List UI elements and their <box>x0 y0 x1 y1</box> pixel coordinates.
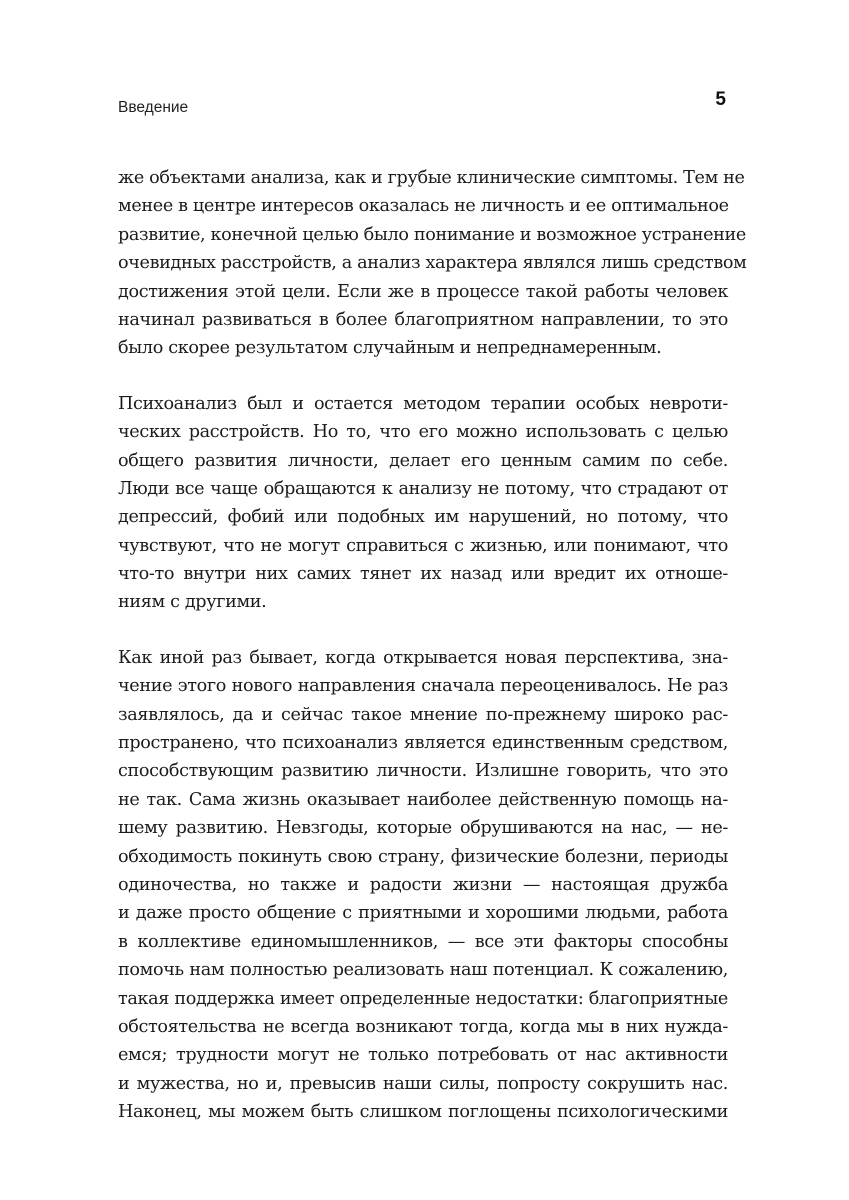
text-line: общего развития личности, делает его ценным самим по себе. <box>118 450 728 471</box>
text-line: начинал развиваться в более благоприятном направлении, то это <box>118 309 728 330</box>
text-line: и мужества, но и, превысив наши силы, попросту сокрушить нас. <box>118 1073 728 1094</box>
text-line: что-то внутри них самих тянет их назад или вредит их отноше- <box>118 564 728 585</box>
paragraph <box>118 644 728 1127</box>
paragraph-gap <box>118 363 728 390</box>
text-line: менее в центре интересов оказалась не личность и ее оптимальное <box>118 196 729 217</box>
text-line: заявлялось, да и сейчас такое мнение по-прежнему широко рас- <box>118 704 728 725</box>
page-number: 5 <box>715 89 726 110</box>
text-line: очевидных расстройств, а анализ характера являлся лишь средством <box>118 253 747 274</box>
text-line: Психоанализ был и остается методом терапии особых невроти- <box>118 393 728 414</box>
paragraph <box>118 390 728 617</box>
paragraph <box>118 164 747 363</box>
text-line: чувствуют, что не могут справиться с жизнью, или понимают, что <box>118 535 728 556</box>
running-head: Введение <box>118 99 189 116</box>
text-line: емся; трудности могут не только потребовать от нас активности <box>118 1045 728 1066</box>
text-line: помочь нам полностью реализовать наш потенциал. К сожалению, <box>118 960 728 981</box>
text-line: же объектами анализа, как и грубые клинические симптомы. Тем не <box>118 168 745 188</box>
text-line: депрессий, фобий или подобных им нарушений, но потому, что <box>118 507 728 528</box>
text-line: было скорее результатом случайным и непреднамеренным. <box>118 338 662 359</box>
text-line: развитие, конечной целью было понимание и возможное устранение <box>118 224 746 245</box>
body-text <box>118 164 747 1127</box>
text-line: Люди все чаще обращаются к анализу не потому, что страдают от <box>118 478 728 499</box>
text-line: такая поддержка имеет определенные недостатки: благоприятные <box>118 988 728 1009</box>
text-line: способствующим развитию личности. Излишне говорить, что это <box>118 761 728 782</box>
paragraph-gap <box>118 617 728 644</box>
text-line: одиночества, но также и радости жизни — настоящая дружба <box>118 874 728 895</box>
text-line: обстоятельства не всегда возникают тогда, когда мы в них нужда- <box>118 1016 728 1037</box>
text-line: пространено, что психоанализ является единственным средством, <box>118 733 728 754</box>
text-line: обходимость покинуть свою страну, физические болезни, периоды <box>118 846 728 867</box>
text-line: ческих расстройств. Но то, что его можно использовать с целью <box>118 422 728 443</box>
text-line: в коллективе единомышленников, — все эти факторы способны <box>118 931 728 952</box>
text-line: достижения этой цели. Если же в процессе такой работы человек <box>118 281 728 302</box>
text-line: чение этого нового направления сначала переоценивалось. Не раз <box>118 676 728 697</box>
text-line: Как иной раз бывает, когда открывается новая перспектива, зна- <box>118 647 728 668</box>
text-line: и даже просто общение с приятными и хорошими людьми, работа <box>118 903 728 924</box>
text-line: шему развитию. Невзгоды, которые обрушиваются на нас, — не- <box>118 818 728 839</box>
text-line: ниям с другими. <box>118 592 267 613</box>
text-line: Наконец, мы можем быть слишком поглощены психологическими <box>118 1102 728 1123</box>
text-line: не так. Сама жизнь оказывает наиболее действенную помощь на- <box>118 789 728 810</box>
